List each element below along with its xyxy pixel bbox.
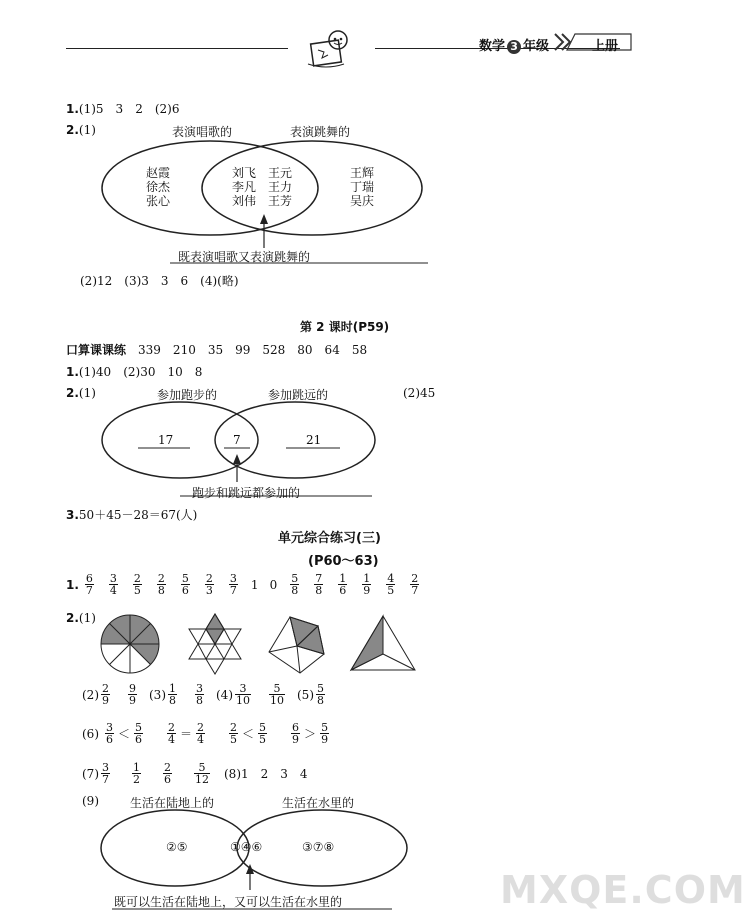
numerator: 1 [133,761,140,774]
numerator: 5 [317,682,324,695]
s1-q2-rest: (2)12 (3)3 3 6 (4)(略) [80,274,239,288]
s3-pages: (P60～63) [308,554,379,569]
numerator: 5 [194,762,210,774]
mascot-icon [298,26,356,72]
fraction [163,762,172,785]
s3-right-label: 生活在水里的 [282,796,355,810]
denominator: 9 [129,694,136,707]
s3-q9-label: (9) [82,794,99,808]
triangle-fraction-shape [351,616,415,670]
s2-q2-part2: (2)45 [403,386,436,400]
s2-kousuan: 口算课课练 339 210 35 99 528 80 64 58 [66,343,368,357]
s2-right-value: 21 [306,433,322,447]
denominator: 5 [259,733,267,746]
fraction [338,573,347,596]
list-item: 赵霞 [146,166,171,180]
fraction [320,722,329,745]
list-item: 丁瑞 [350,180,375,194]
fraction [85,573,94,596]
s3-title: 单元综合练习(三) [278,531,381,546]
numerator: 1 [363,572,371,585]
denominator: 12 [195,773,209,786]
numerator: 5 [321,721,329,734]
circle-fraction-shape [101,615,159,673]
s1-left-label: 表演唱歌的 [172,125,233,139]
s1-right-names [350,166,374,208]
numerator: 3 [235,683,251,695]
numerator: 2 [197,721,205,734]
fraction [133,573,142,596]
denominator: 6 [339,584,347,597]
denominator: 10 [236,694,250,707]
denominator: 5 [387,584,395,597]
comparison-sign: ＜ [118,727,131,741]
star-fraction-shape [189,614,241,674]
fraction [157,573,166,596]
numerator: 7 [315,572,323,585]
numerator: 2 [133,572,141,585]
s1-q2-label: 2.(1) [66,123,96,137]
numerator: 2 [230,721,238,734]
fraction [181,573,190,596]
s2-left-label: 参加跑步的 [157,388,218,402]
fraction [101,683,110,706]
denominator: 8 [157,584,165,597]
s1-mid-names [232,166,292,208]
s3-q2-line2: (2) $\frac{2}{9}$ $\frac{9}{9}$ (3) $\frac{1}{8}$ $\frac{3}{8}$ (4) $\frac{3}{10}$ $\frac{5}{10}$ (5) $\frac{5}{8}$ [82,682,324,707]
list-item: 刘伟 王芳 [232,194,293,208]
fraction [167,722,176,745]
header-volume: 上册 [592,39,619,54]
fraction [195,683,204,706]
s2-q3: 3.50＋45－28＝67(人) [66,508,198,522]
fraction [386,573,395,596]
list-item: 刘飞 王元 [232,166,293,180]
fraction [229,722,238,745]
numerator: 5 [259,721,267,734]
denominator: 6 [135,733,143,746]
s3-q2-line7: (7) $\frac{3}{7}$ $\frac{1}{2}$ $\frac{2}{6}$ $\frac{5}{12}$ (8)1 2 3 4 [82,761,308,786]
numerator: 2 [157,572,165,585]
fraction [128,683,137,706]
list-item: 李凡 王力 [232,180,293,194]
numerator: 4 [387,572,395,585]
s3-q1: 1. $\frac{6}{7}$ $\frac{3}{4}$ $\frac{2}{5}$ $\frac{2}{8}$ $\frac{5}{6}$ $\frac{2}{3}$ $\frac{3}{7}$ 1 0 $\frac{5}{8}$ $\frac{7}{8}$ $\frac{1}{6}$ $\frac{1}{9}$ $\frac{4}{5}$ $\frac{2}{7}$ [66,573,421,596]
s3-mid-value: ①④⑥ [230,840,263,854]
numerator: 5 [135,721,143,734]
numerator: 9 [129,682,136,695]
denominator: 6 [181,584,189,597]
list-item: 张心 [146,194,171,208]
numerator: 5 [181,572,189,585]
fraction [314,573,323,596]
s3-left-value: ②⑤ [166,840,188,854]
watermark: MXQE.COM [500,868,746,912]
numerator: 2 [164,761,171,774]
comparison-sign: ＝ [180,727,193,741]
numerator: 1 [339,572,347,585]
grade-badge: 3 [507,40,521,54]
s1-right-label: 表演跳舞的 [290,125,351,139]
s2-title: 第 2 课时(P59) [300,320,390,334]
denominator: 4 [197,733,205,746]
denominator: 8 [315,584,323,597]
fraction [269,683,285,706]
fraction [291,722,300,745]
numerator: 2 [205,572,213,585]
fraction [109,573,118,596]
fraction [258,722,267,745]
s2-q1: 1.(1)40 (2)30 10 8 [66,365,203,379]
fraction [134,722,143,745]
s1-q1: 1.(1)5 3 2 (2)6 [66,102,180,116]
comparison-sign: ＞ [304,727,317,741]
s3-arrow-label: 既可以生活在陆地上，又可以生活在水里的 [114,895,343,909]
denominator: 10 [270,694,284,707]
header-rule-left [66,48,288,49]
numerator: 2 [411,572,419,585]
numerator: 1 [169,682,176,695]
denominator: 7 [85,584,93,597]
s2-left-value: 17 [158,433,174,447]
denominator: 4 [109,584,117,597]
whole-number: 1 [250,577,259,592]
s2-mid-value: 7 [233,433,241,447]
numerator: 3 [109,572,117,585]
list-item: 王辉 [350,166,375,180]
fraction [235,683,251,706]
denominator: 9 [102,694,109,707]
fraction [196,722,205,745]
s2-right-label: 参加跳远的 [268,388,329,402]
denominator: 7 [102,773,109,786]
list-item: 吴庆 [350,194,375,208]
numerator: 5 [269,683,285,695]
numerator: 6 [85,572,93,585]
fraction [205,573,214,596]
s3-left-label: 生活在陆地上的 [130,796,215,810]
numerator: 3 [196,682,203,695]
denominator: 9 [292,733,300,746]
fraction [410,573,419,596]
numerator: 3 [229,572,237,585]
denominator: 5 [133,584,141,597]
pentagon-fraction-shape [269,617,324,673]
list-item: 徐杰 [146,180,171,194]
denominator: 3 [205,584,213,597]
whole-number: 0 [269,577,278,592]
fraction [290,573,299,596]
denominator: 9 [363,584,371,597]
s3-q1-list [79,573,421,596]
denominator: 8 [169,694,176,707]
s1-arrow-label: 既表演唱歌又表演跳舞的 [178,250,311,264]
denominator: 6 [164,773,171,786]
header-subject: 数学 3 年级 [479,39,550,54]
fraction [105,722,114,745]
numerator: 3 [106,721,113,734]
denominator: 4 [168,733,176,746]
comparison-sign: ＜ [242,727,255,741]
s3-q2-label: 2.(1) [66,611,96,625]
s3-right-value: ③⑦⑧ [302,840,335,854]
denominator: 8 [291,584,299,597]
s2-arrow-label: 跑步和跳远都参加的 [192,486,301,500]
s2-q2-label: 2.(1) [66,386,96,400]
denominator: 8 [196,694,203,707]
fraction [229,573,238,596]
denominator: 8 [317,694,324,707]
fraction [132,762,141,785]
numerator: 2 [168,721,176,734]
denominator: 6 [106,733,113,746]
denominator: 7 [411,584,419,597]
denominator: 2 [133,773,140,786]
numerator: 2 [102,682,109,695]
s3-q2-line6: (6) $\frac{3}{6}$ ＜ $\frac{5}{6}$ $\frac{2}{4}$ ＝ $\frac{2}{4}$ $\frac{2}{5}$ ＜ $\frac{5}{5}$ $\frac{6}{9}$ ＞ $\frac{5}{9}$ [82,721,329,746]
fraction [194,762,210,785]
fraction [316,683,325,706]
denominator: 7 [229,584,237,597]
fraction [168,683,177,706]
fraction [101,762,110,785]
denominator: 9 [321,733,329,746]
denominator: 5 [230,733,238,746]
numerator: 3 [102,761,109,774]
numerator: 5 [291,572,299,585]
s3-shapes [100,612,430,674]
numerator: 6 [292,721,300,734]
fraction [362,573,371,596]
s1-left-names [146,166,170,208]
